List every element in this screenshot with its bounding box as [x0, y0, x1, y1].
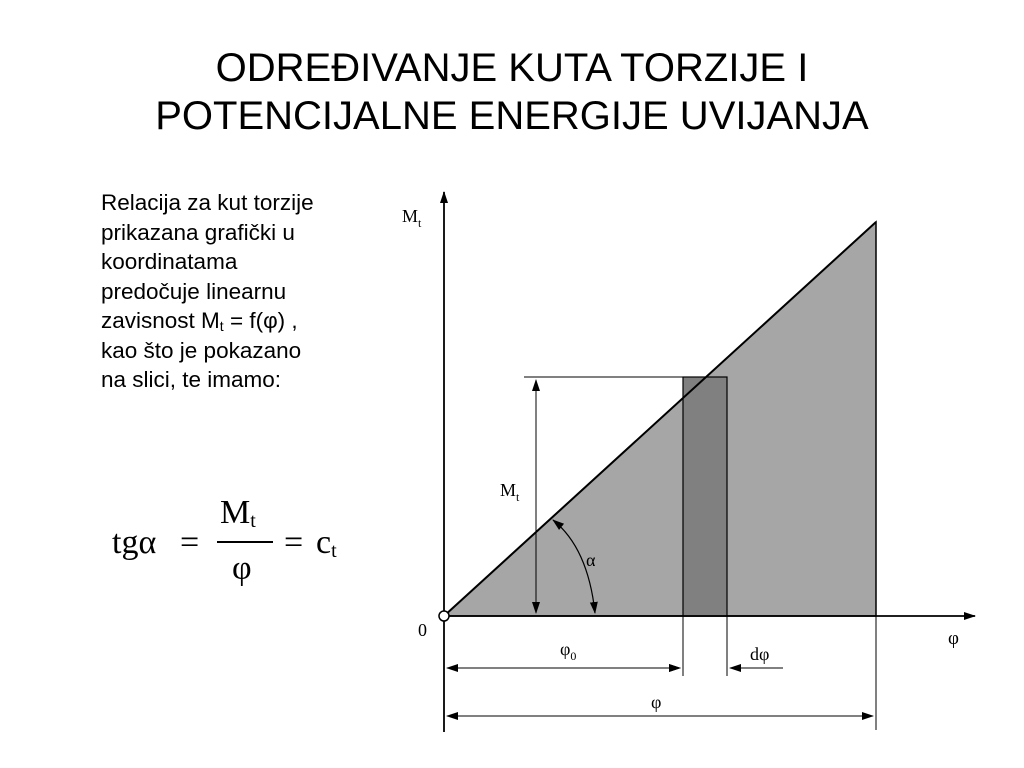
text-line-2: prikazana grafički u [101, 219, 295, 245]
origin-label: 0 [418, 620, 427, 640]
formula-equals-2: = [284, 524, 304, 561]
phi0-label: $\varphi_0$ [560, 639, 577, 663]
text-line-5-post: = f(φ) , [223, 308, 298, 333]
formula-rhs-symbol: c [316, 524, 332, 561]
text-line-6: kao što je pokazano [101, 337, 302, 363]
text-line-1: Relacija za kut torzije [101, 190, 314, 215]
dphi-label: dφ [750, 644, 770, 664]
text-line-5-sub: t [219, 318, 224, 334]
formula-numerator-sub: t [250, 510, 256, 532]
x-axis-label: φ [948, 628, 959, 649]
phi-total-label: φ [651, 692, 662, 712]
text-line-5-pre: zavisnost M [101, 308, 220, 333]
mt-dimension-label: $M_t$ [500, 480, 520, 504]
text-line-7: na slici, te imamo: [101, 367, 282, 392]
formula-numerator-symbol: M [220, 494, 251, 531]
title-line-2: POTENCIJALNE ENERGIJE UVIJANJA [155, 94, 869, 138]
formula-rhs-sub: t [331, 540, 337, 562]
y-axis-label: $M_t$ [402, 206, 422, 230]
text-line-3: koordinatama [101, 249, 238, 274]
angle-label: α [586, 550, 596, 570]
formula-lhs: tgα [112, 524, 157, 561]
d-phi-strip [683, 377, 727, 616]
origin-point [439, 611, 449, 621]
formula-equals-1: = [180, 524, 200, 561]
title-line-1: ODREĐIVANJE KUTA TORZIJE I [215, 46, 809, 90]
text-line-4: predočuje linearnu [101, 278, 287, 304]
formula-denominator: φ [232, 550, 252, 587]
